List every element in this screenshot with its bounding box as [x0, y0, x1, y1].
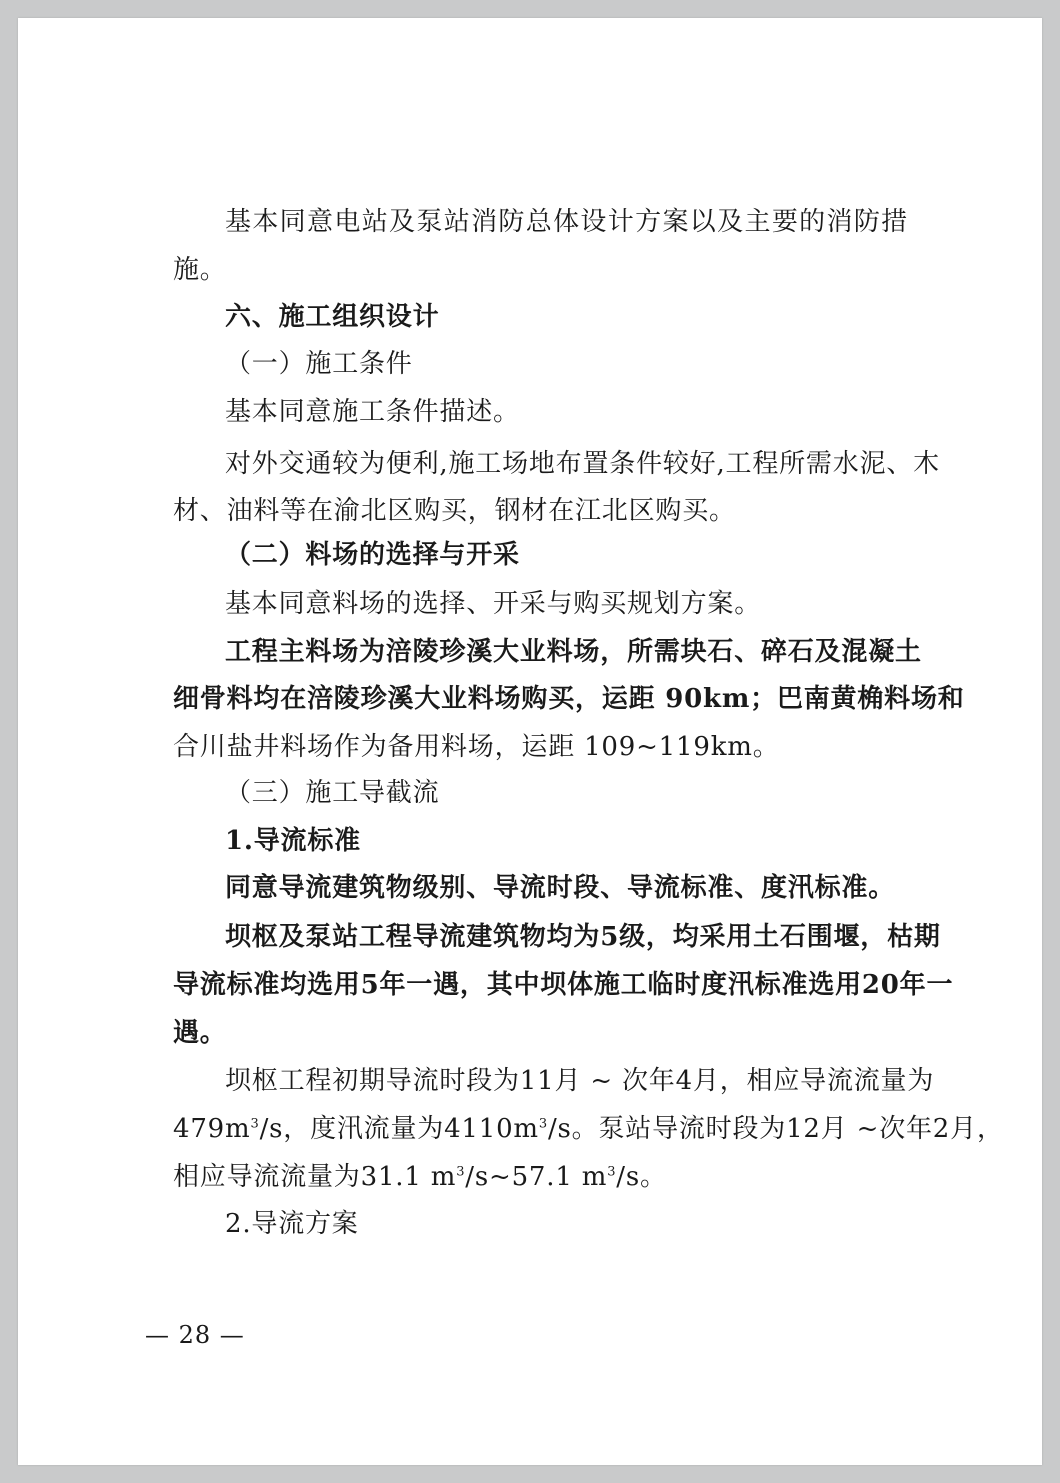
paragraph-main-yard-line2: 细骨料均在涪陵珍溪大业料场购买，运距 90km；巴南黄桷料场和 [173, 684, 965, 714]
section-heading-construction-design: 六、施工组织设计 [225, 302, 440, 332]
heading-diversion-standard: 1.导流标准 [225, 826, 361, 856]
paragraph-transport-line2: 材、油料等在渝北区购买，钢材在江北区购买。 [173, 496, 736, 526]
heading-diversion-plan: 2.导流方案 [225, 1209, 359, 1239]
flow-text-5: /s~57.1 m [465, 1162, 608, 1192]
paragraph-flow-line3 [173, 1160, 908, 1194]
paragraph-cofferdam-line3: 遇。 [173, 1018, 227, 1048]
paragraph-fire-protection-line2: 施。 [173, 255, 227, 285]
paragraph-conditions-agree: 基本同意施工条件描述。 [225, 397, 520, 427]
flow-text-3: /s。泵站导流时段为12月 ~次年2月， [547, 1114, 1004, 1144]
paragraph-cofferdam-line1: 坝枢及泵站工程导流建筑物均为5级，均采用土石围堰，枯期 [225, 922, 941, 952]
paragraph-flow-line1: 坝枢工程初期导流时段为11月 ~ 次年4月，相应导流流量为 [225, 1066, 935, 1096]
flow-text-2: /s，度汛流量为4110m [259, 1114, 539, 1144]
paragraph-material-agree: 基本同意料场的选择、开采与购买规划方案。 [225, 589, 762, 619]
superscript-3: 3 [250, 1116, 260, 1132]
flow-text-1: 479m [173, 1114, 251, 1144]
flow-text-4: 相应导流流量为31.1 m [173, 1162, 457, 1192]
superscript-3: 3 [607, 1164, 617, 1180]
paragraph-diversion-agree: 同意导流建筑物级别、导流时段、导流标准、度汛标准。 [225, 873, 896, 903]
subheading-construction-conditions: （一）施工条件 [225, 349, 413, 379]
paragraph-main-yard-line3: 合川盐井料场作为备用料场，运距 109~119km。 [173, 732, 780, 762]
flow-text-6: /s。 [616, 1162, 667, 1192]
paragraph-flow-line2 [173, 1112, 1004, 1146]
paragraph-fire-protection-line1: 基本同意电站及泵站消防总体设计方案以及主要的消防措 [225, 207, 908, 237]
subheading-diversion: （三）施工导截流 [225, 778, 440, 808]
subheading-material-yard: （二）料场的选择与开采 [225, 540, 520, 570]
superscript-3: 3 [456, 1164, 466, 1180]
paragraph-cofferdam-line2: 导流标准均选用5年一遇，其中坝体施工临时度汛标准选用20年一 [173, 970, 954, 1000]
page-number: — 28 — [145, 1321, 245, 1349]
paragraph-main-yard-line1: 工程主料场为涪陵珍溪大业料场，所需块石、碎石及混凝土 [225, 637, 922, 667]
paragraph-transport-line1: 对外交通较为便利,施工场地布置条件较好,工程所需水泥、木 [225, 449, 940, 479]
superscript-3: 3 [538, 1116, 548, 1132]
